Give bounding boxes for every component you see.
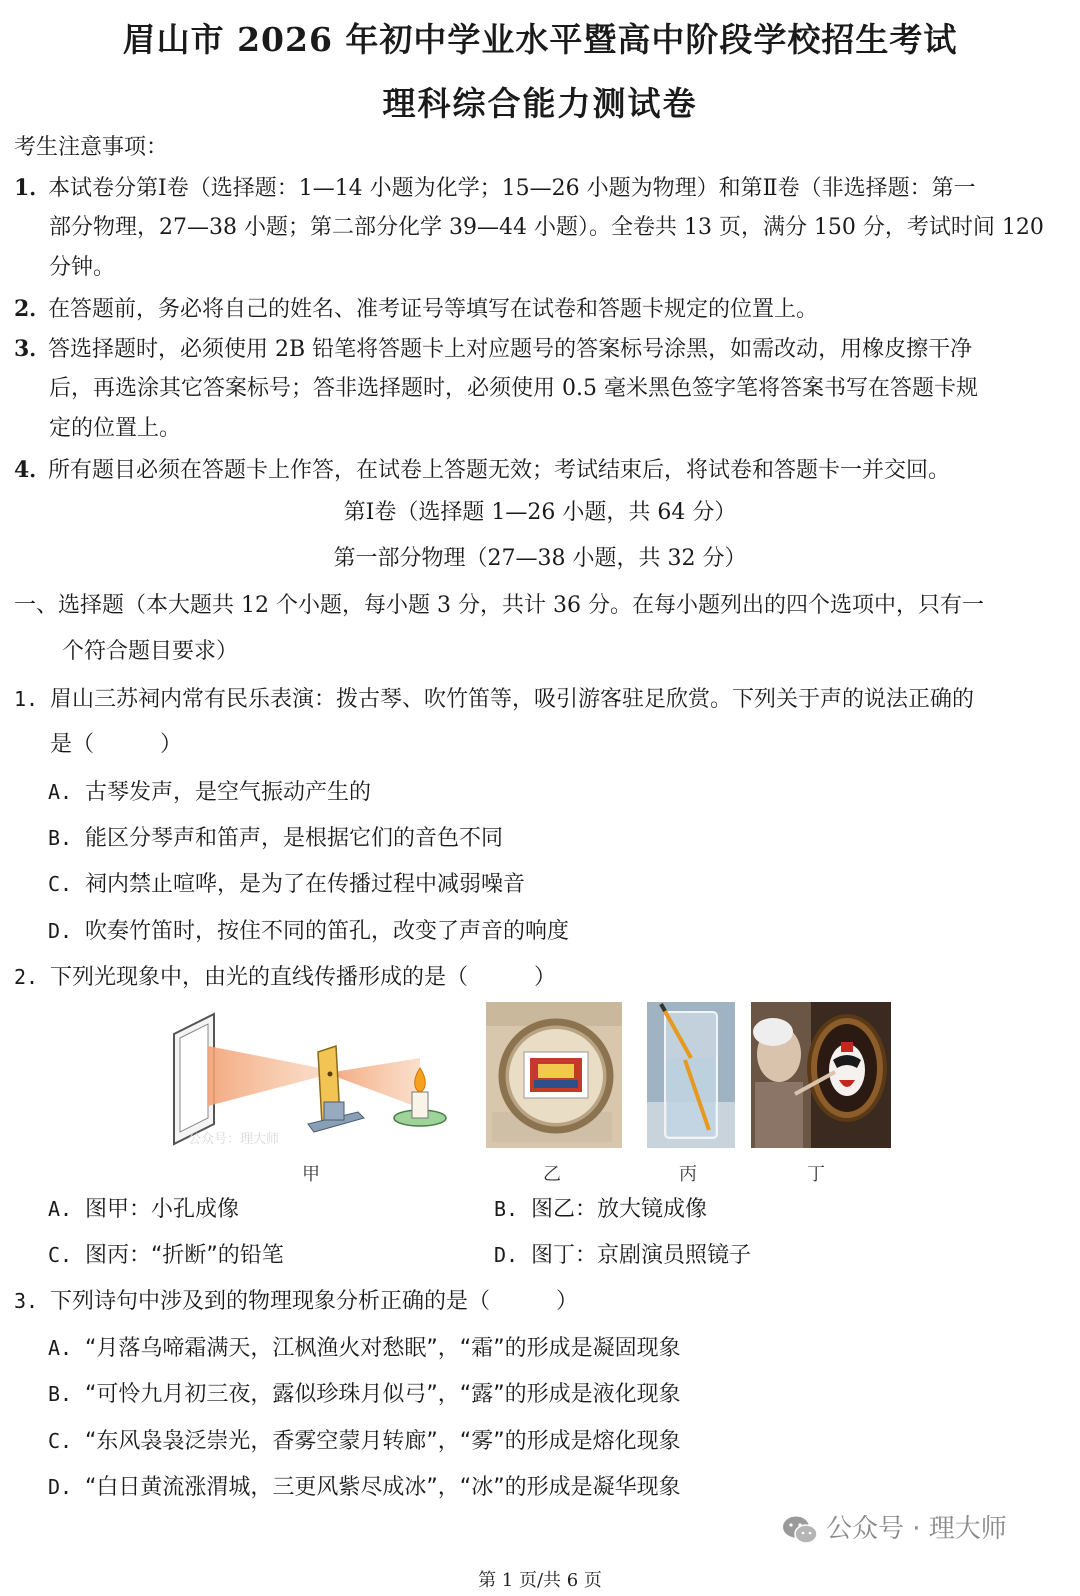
question-stem [14,679,1070,720]
figure-label-bing: 丙 [679,1164,697,1185]
option-label: B. [494,1197,519,1221]
option-text: 能区分琴声和笛声，是根据它们的音色不同 [85,826,504,851]
option-b [48,1374,681,1415]
option-text: 吹奏竹笛时，按住不同的笛孔，改变了声音的响度 [85,919,570,944]
notice-item [14,450,1070,491]
question-text: 下列光现象中，由光的直线传播形成的是（ ） [50,965,557,990]
notice-item-number: 1． [14,175,52,201]
option-c [48,1421,681,1462]
figure-label-jia: 甲 [302,1164,320,1185]
magnifier-figure [486,1002,622,1148]
notice-item-number: 2． [14,296,52,322]
question-number: 2. [14,965,39,989]
option-a [48,772,371,813]
notice-item-text: 所有题目必须在答题卡上作答，在试卷上答题无效；考试结束后，将试卷和答题卡一并交回。 [48,458,951,483]
option-label: C. [48,1243,73,1267]
figure-label-ding: 丁 [807,1164,825,1185]
option-text: 图乙：放大镜成像 [531,1197,708,1222]
option-text: 图丁：京剧演员照镜子 [531,1243,752,1268]
option-label: D. [48,1475,73,1499]
option-c [48,864,525,905]
option-text: “可怜九月初三夜，露似珍珠月似弓”，“露”的形成是液化现象 [85,1382,681,1407]
option-text: “白日黄流涨渭城，三更风紫尽成冰”，“冰”的形成是凝华现象 [85,1475,681,1500]
notice-item-text: 后，再选涂其它答案标号；答非选择题时，必须使用 0.5 毫米黑色签字笔将答案书写在答题卡规 [49,376,978,401]
question-stem [14,1281,1070,1322]
notice-item-text: 部分物理，27—38 小题；第二部分化学 39—44 小题）。全卷共 13 页，满分 150 分，考试时间 120 [49,215,1044,240]
opera-mirror-figure [751,1002,891,1148]
option-label: A. [48,1197,73,1221]
wechat-icon [782,1515,818,1545]
option-label: A. [48,780,73,804]
option-a [48,1189,239,1230]
option-text: “东风袅袅泛崇光，香雾空蒙月转廊”，“雾”的形成是熔化现象 [85,1429,681,1454]
figure-watermark: 公众号：理大师 [188,1132,280,1147]
option-label: C. [48,872,73,896]
figure-label-yi: 乙 [543,1164,561,1185]
notice-item-text: 本试卷分第Ⅰ卷（选择题：1—14 小题为化学；15—26 小题为物理）和第Ⅱ卷（非选择题：第一 [48,176,976,201]
option-d [494,1235,751,1276]
part-heading: 第一部分物理（27—38 小题，共 32 分） [333,546,747,571]
question-text: 眉山三苏祠内常有民乐表演：拨古琴、吹竹笛等，吸引游客驻足欣赏。下列关于声的说法正确的 [50,687,975,712]
option-label: B. [48,826,73,850]
question-text: 下列诗句中涉及到的物理现象分析正确的是（ ） [50,1289,579,1314]
notice-item-text: 在答题前，务必将自己的姓名、准考证号等填写在试卷和答题卡规定的位置上。 [48,297,819,322]
watermark-text: 公众号 · 理大师 [826,1514,1007,1544]
notice-item-text: 定的位置上。 [49,416,182,441]
notice-item-number: 4． [14,457,52,483]
notice-item-number: 3． [14,336,52,362]
option-text: 祠内禁止喧哗，是为了在传播过程中减弱噪音 [85,872,526,897]
notice-item-text: 分钟。 [49,255,116,280]
section-instruction: 个符合题目要求） [62,639,239,664]
option-text: “月落乌啼霜满天，江枫渔火对愁眠”，“霜”的形成是凝固现象 [85,1336,681,1361]
wechat-watermark [782,1508,1007,1545]
question-number: 3. [14,1289,39,1313]
pencil-in-glass-figure [647,1002,735,1148]
option-label: C. [48,1429,73,1453]
option-label: B. [48,1382,73,1406]
option-text: 古琴发声，是空气振动产生的 [85,780,372,805]
page-number: 第 1 页/共 6 页 [478,1570,602,1591]
notice-item [14,168,1070,209]
option-a [48,1328,681,1369]
option-d [48,911,569,952]
option-label: D. [494,1243,519,1267]
exam-title: 眉山市 2026 年初中学业水平暨高中阶段学校招生考试 [122,20,958,59]
exam-subtitle: 理科综合能力测试卷 [382,84,698,123]
notice-heading: 考生注意事项： [14,135,169,160]
notice-item-text: 答选择题时，必须使用 2B 铅笔将答题卡上对应题号的答案标号涂黑，如需改动，用橡皮擦干净 [48,337,973,362]
notice-item [14,289,1070,330]
notice-item [14,329,1070,370]
question-number: 1. [14,687,39,711]
option-b [48,818,503,859]
option-label: D. [48,919,73,943]
volume-heading: 第Ⅰ卷（选择题 1—26 小题，共 64 分） [343,500,737,525]
option-b [494,1189,707,1230]
question-text: 是（ ） [50,732,183,757]
option-d [48,1467,681,1508]
option-label: A. [48,1336,73,1360]
option-text: 图丙：“折断”的铅笔 [85,1243,284,1268]
option-c [48,1235,284,1276]
section-instruction: 一、选择题（本大题共 12 个小题，每小题 3 分，共计 36 分。在每小题列出的四个选项中，只有一 [14,593,984,618]
option-text: 图甲：小孔成像 [85,1197,240,1222]
question-stem [14,957,1070,998]
